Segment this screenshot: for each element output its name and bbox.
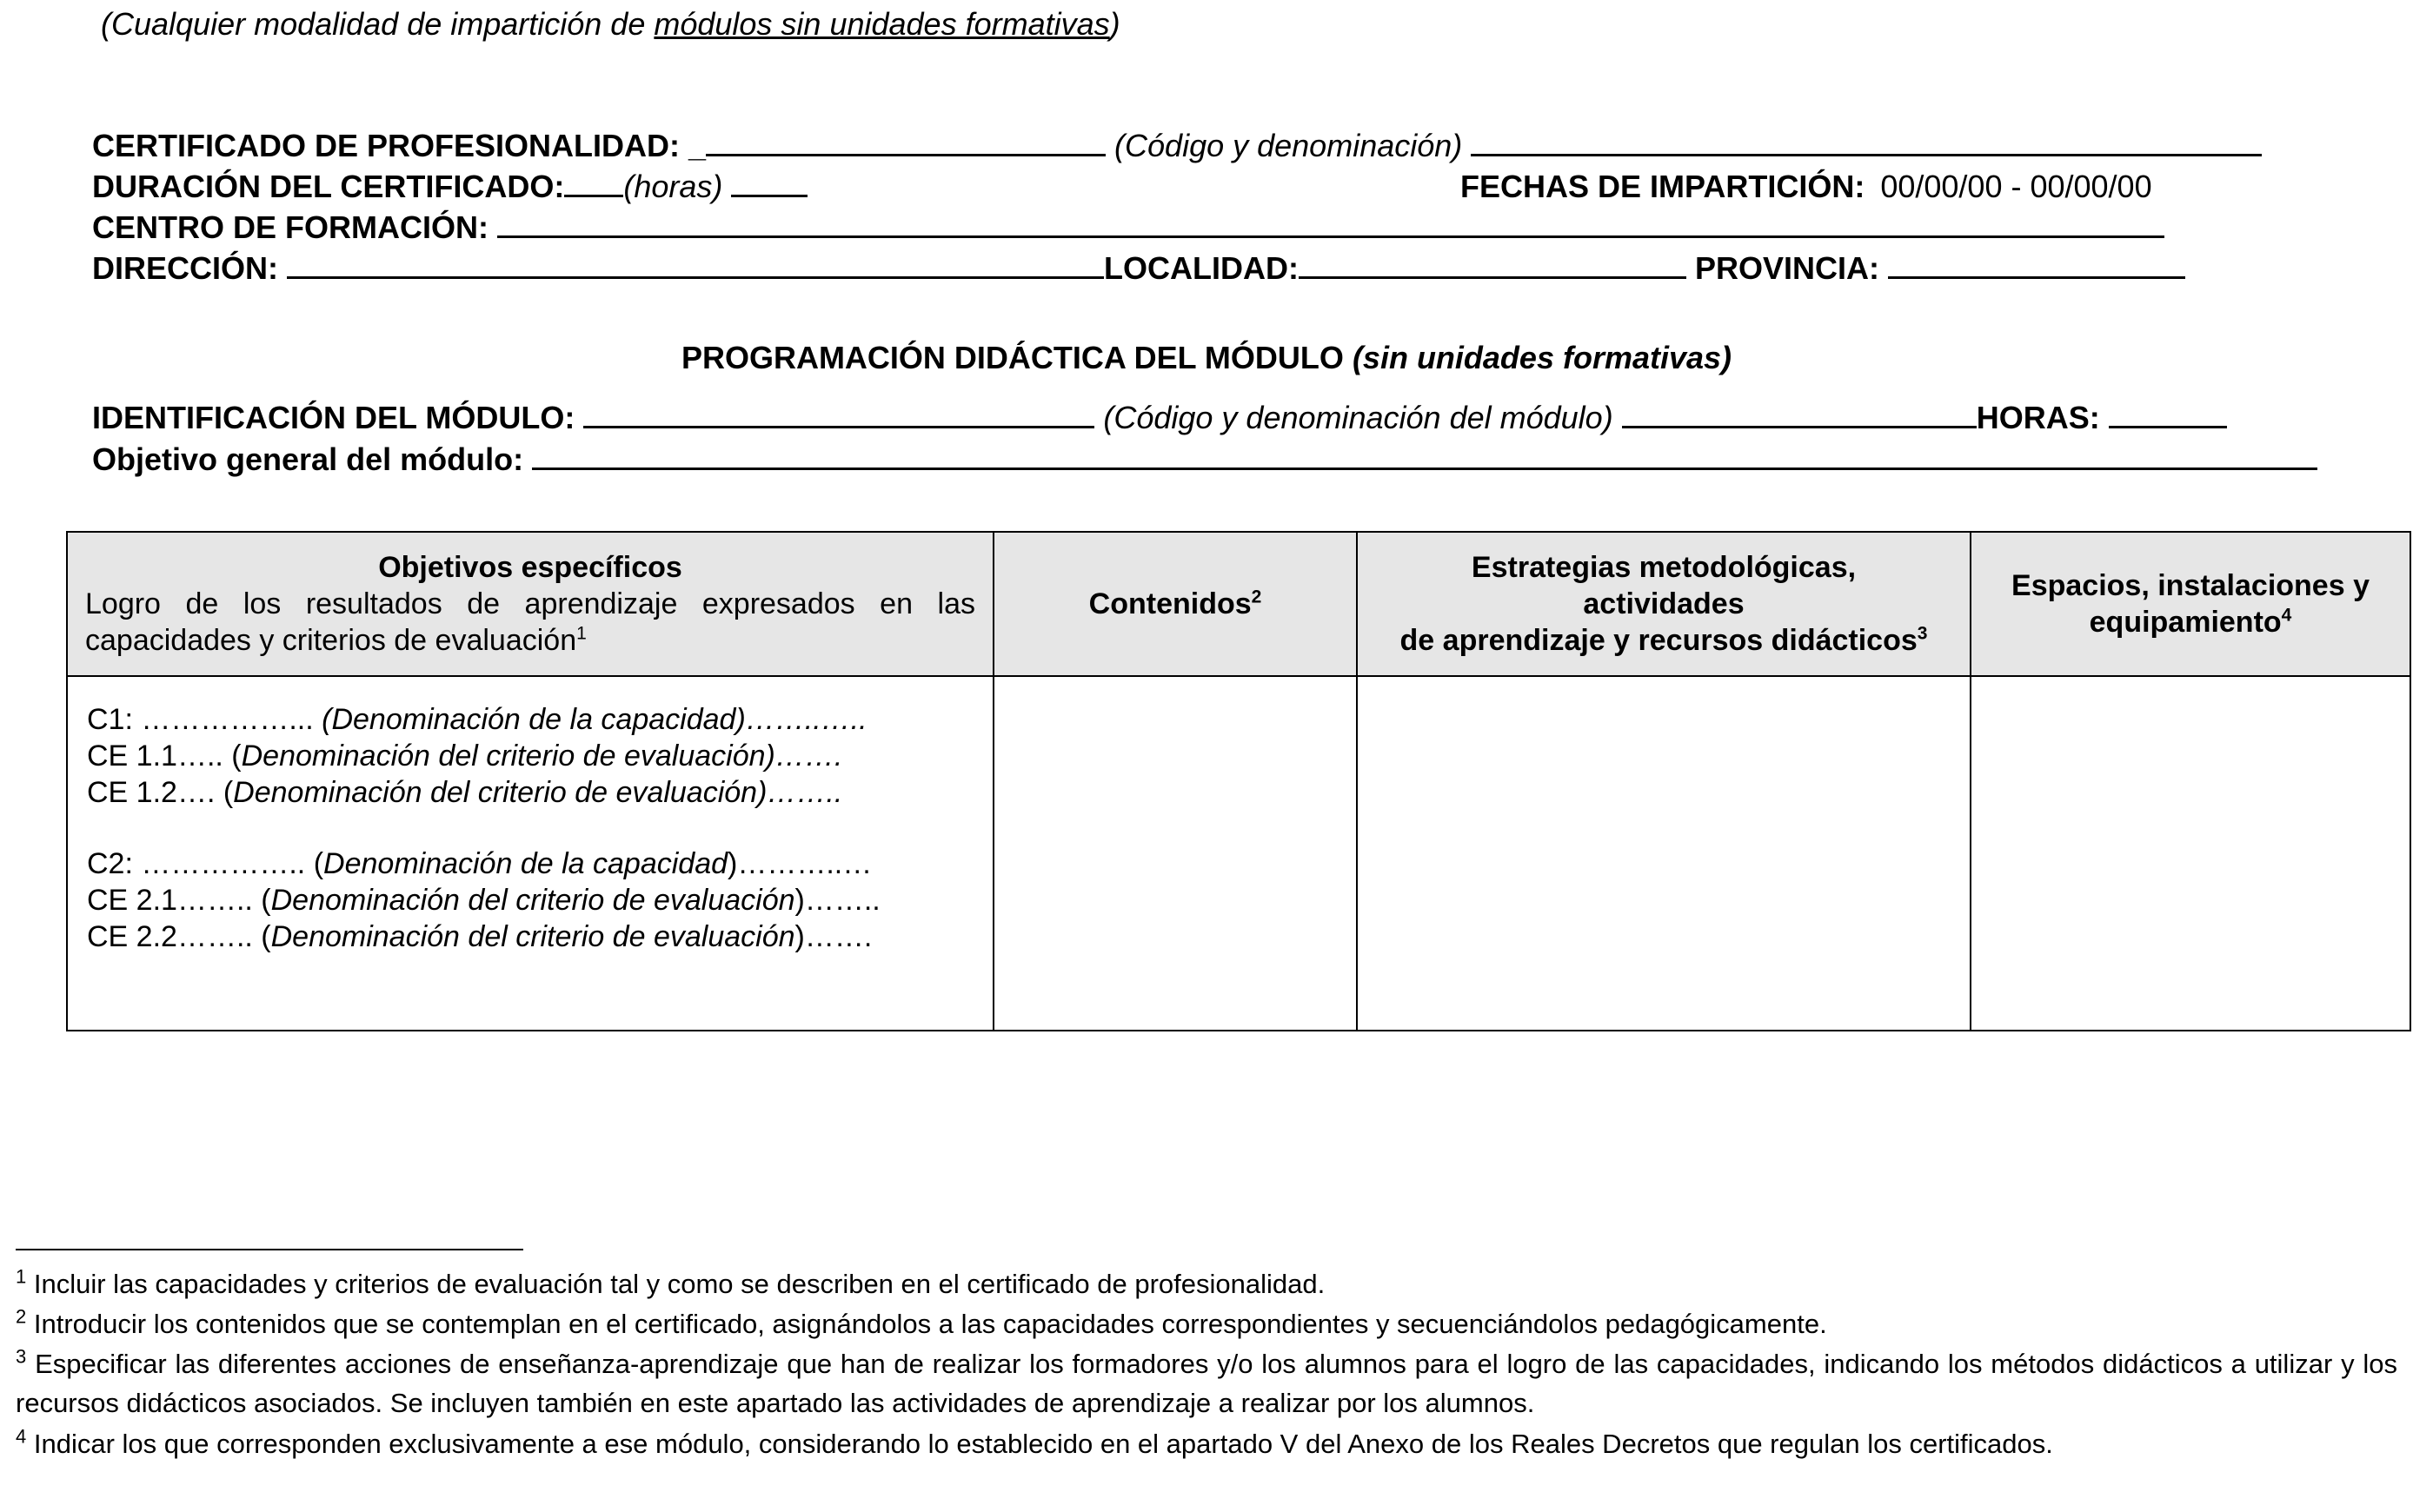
header-espacios-line2-wrap: [1989, 604, 2392, 640]
certificado-label: CERTIFICADO DE PROFESIONALIDAD: _: [92, 128, 707, 163]
duracion-label: DURACIÓN DEL CERTIFICADO:: [92, 169, 565, 204]
row-c2-italic: Denominación de la capacidad: [323, 847, 728, 880]
footnote-1: [16, 1264, 2397, 1303]
row-ce21-suffix: )……..: [794, 884, 881, 917]
footnote-1-text: Incluir las capacidades y criterios de evaluación tal y como se describen en el certificado de profesionalidad.: [33, 1269, 1326, 1299]
direccion-label: DIRECCIÓN:: [92, 250, 278, 286]
identificacion-label: IDENTIFICACIÓN DEL MÓDULO:: [92, 400, 575, 435]
row-ce22-prefix: CE 2.2…….. (: [87, 920, 271, 953]
objetivo-field[interactable]: [532, 441, 2317, 470]
horas-field[interactable]: [2109, 400, 2227, 428]
table-body-row: [67, 676, 2410, 1031]
row-ce22: [87, 918, 975, 955]
header-estrategias: [1357, 532, 1971, 676]
footnote-2-num: 2: [16, 1305, 27, 1328]
header-objetivos-sub-a: Logro de los resultados de aprendizaje expresados en las: [85, 587, 975, 620]
row-ce12-italic: Denominación del criterio de evaluación)……..: [233, 776, 843, 809]
header-contenidos-title: Contenidos: [1088, 587, 1252, 620]
footnote-3-num: 3: [16, 1345, 27, 1368]
header-estrategias-line1: Estrategias metodológicas,: [1471, 551, 1857, 584]
footnote-4-num: 4: [16, 1425, 27, 1448]
duracion-hint: (horas): [623, 169, 723, 204]
header-objetivos: [67, 532, 994, 676]
centro-label: CENTRO DE FORMACIÓN:: [92, 209, 489, 245]
modality-note: [101, 5, 1120, 43]
footnote-ref-4: 4: [2281, 605, 2292, 626]
direccion-field[interactable]: [287, 250, 1104, 279]
row-ce22-suffix: )…….: [794, 920, 873, 953]
centro-line: [92, 209, 2164, 247]
provincia-field[interactable]: [1888, 250, 2185, 279]
row-c1-italic: (Denominación de la capacidad)……..…..: [322, 703, 867, 736]
row-c1-prefix: C1: ……………...: [87, 703, 322, 736]
footnote-3: [16, 1344, 2397, 1422]
identificacion-hint: (Código y denominación del módulo): [1103, 400, 1613, 435]
row-ce11-prefix: CE 1.1….. (: [87, 739, 242, 773]
row-ce11-italic: Denominación del criterio de evaluación)…….: [241, 739, 843, 773]
espacios-cell[interactable]: [1971, 676, 2410, 1031]
footnote-3-text: Especificar las diferentes acciones de enseñanza-aprendizaje que han de realizar los formadores y/o los alumnos para el logro de las capacidades, indicando los métodos didácticos a utilizar y los recursos didácticos asociados. Se incluyen también en este apartado las actividades de aprendizaje a realizar por los alumnos.: [16, 1349, 2397, 1418]
certificado-hint: (Código y denominación): [1114, 128, 1463, 163]
objetivo-label: Objetivo general del módulo:: [92, 441, 524, 477]
header-espacios-line1: Espacios, instalaciones y: [2011, 569, 2370, 602]
horas-label: HORAS:: [1976, 400, 2100, 435]
header-objetivos-sub-b: capacidades y criterios de evaluación: [85, 624, 577, 657]
row-ce21-italic: Denominación del criterio de evaluación: [270, 884, 795, 917]
row-ce12-prefix: CE 1.2…. (: [87, 776, 234, 809]
row-ce22-italic: Denominación del criterio de evaluación: [270, 920, 795, 953]
footnote-2: [16, 1304, 2397, 1343]
row-c2-prefix: C2: …………….. (: [87, 847, 324, 880]
contenidos-cell[interactable]: [994, 676, 1357, 1031]
footnote-4-text: Indicar los que corresponden exclusivamente a ese módulo, considerando lo establecido en el apartado V del Anexo de los Reales Decretos que regulan los certificados.: [33, 1429, 2053, 1459]
centro-field[interactable]: [497, 209, 2164, 238]
duracion-line: [92, 168, 808, 206]
header-contenidos: [994, 532, 1357, 676]
fechas-value[interactable]: 00/00/00 - 00/00/00: [1880, 169, 2152, 204]
certificado-code-field[interactable]: [706, 128, 1106, 156]
header-objetivos-sub-b-wrap: [85, 622, 975, 659]
objetivo-line: [92, 441, 2317, 479]
direccion-line: [92, 249, 2185, 288]
identificacion-line: [92, 399, 2227, 437]
modality-note-suffix: ): [1109, 6, 1120, 42]
duracion-field-2[interactable]: [731, 169, 808, 197]
programacion-table: [66, 531, 2411, 1031]
localidad-label: LOCALIDAD:: [1104, 250, 1299, 286]
footnote-ref-3: 3: [1917, 623, 1928, 644]
section-title-italic: (sin unidades formativas): [1352, 340, 1732, 375]
table-header-row: [67, 532, 2410, 676]
section-title: [0, 339, 2413, 377]
objetivos-cell[interactable]: [67, 676, 994, 1031]
row-c2: [87, 846, 975, 882]
footnote-ref-1: 1: [576, 623, 587, 644]
footnote-1-num: 1: [16, 1265, 27, 1288]
certificado-line: [92, 127, 2262, 165]
footnote-ref-2: 2: [1251, 587, 1262, 607]
section-title-main: PROGRAMACIÓN DIDÁCTICA DEL MÓDULO: [681, 340, 1344, 375]
header-estrategias-line3-wrap: [1375, 622, 1952, 659]
certificado-name-field[interactable]: [1471, 128, 2262, 156]
row-c1: [87, 701, 975, 738]
row-ce12: [87, 774, 975, 811]
row-ce21: [87, 882, 975, 918]
header-estrategias-line2: actividades: [1583, 587, 1745, 620]
row-ce11: [87, 738, 975, 774]
modality-note-underlined: módulos sin unidades formativas: [654, 6, 1110, 42]
header-estrategias-line3: de aprendizaje y recursos didácticos: [1399, 624, 1918, 657]
header-objetivos-title: Objetivos específicos: [378, 551, 682, 584]
footnote-rule: [16, 1249, 523, 1250]
row-c2-suffix: )………..…: [728, 847, 873, 880]
row-gap: [87, 811, 975, 846]
localidad-field[interactable]: [1299, 250, 1686, 279]
header-espacios-line2: equipamiento: [2089, 606, 2282, 639]
identificacion-name-field[interactable]: [1622, 400, 1977, 428]
footnote-4: [16, 1424, 2397, 1463]
provincia-label: PROVINCIA:: [1695, 250, 1880, 286]
identificacion-code-field[interactable]: [583, 400, 1094, 428]
fechas-line: [1460, 168, 2152, 206]
fechas-label: FECHAS DE IMPARTICIÓN:: [1460, 169, 1865, 204]
header-espacios: [1971, 532, 2410, 676]
modality-note-prefix: (Cualquier modalidad de impartición de: [101, 6, 655, 42]
footnote-2-text: Introducir los contenidos que se contemplan en el certificado, asignándolos a las capacidades correspondientes y secuenciándolos pedagógicamente.: [33, 1309, 1827, 1339]
estrategias-cell[interactable]: [1357, 676, 1971, 1031]
row-ce21-prefix: CE 2.1…….. (: [87, 884, 271, 917]
duracion-field[interactable]: [564, 169, 623, 197]
